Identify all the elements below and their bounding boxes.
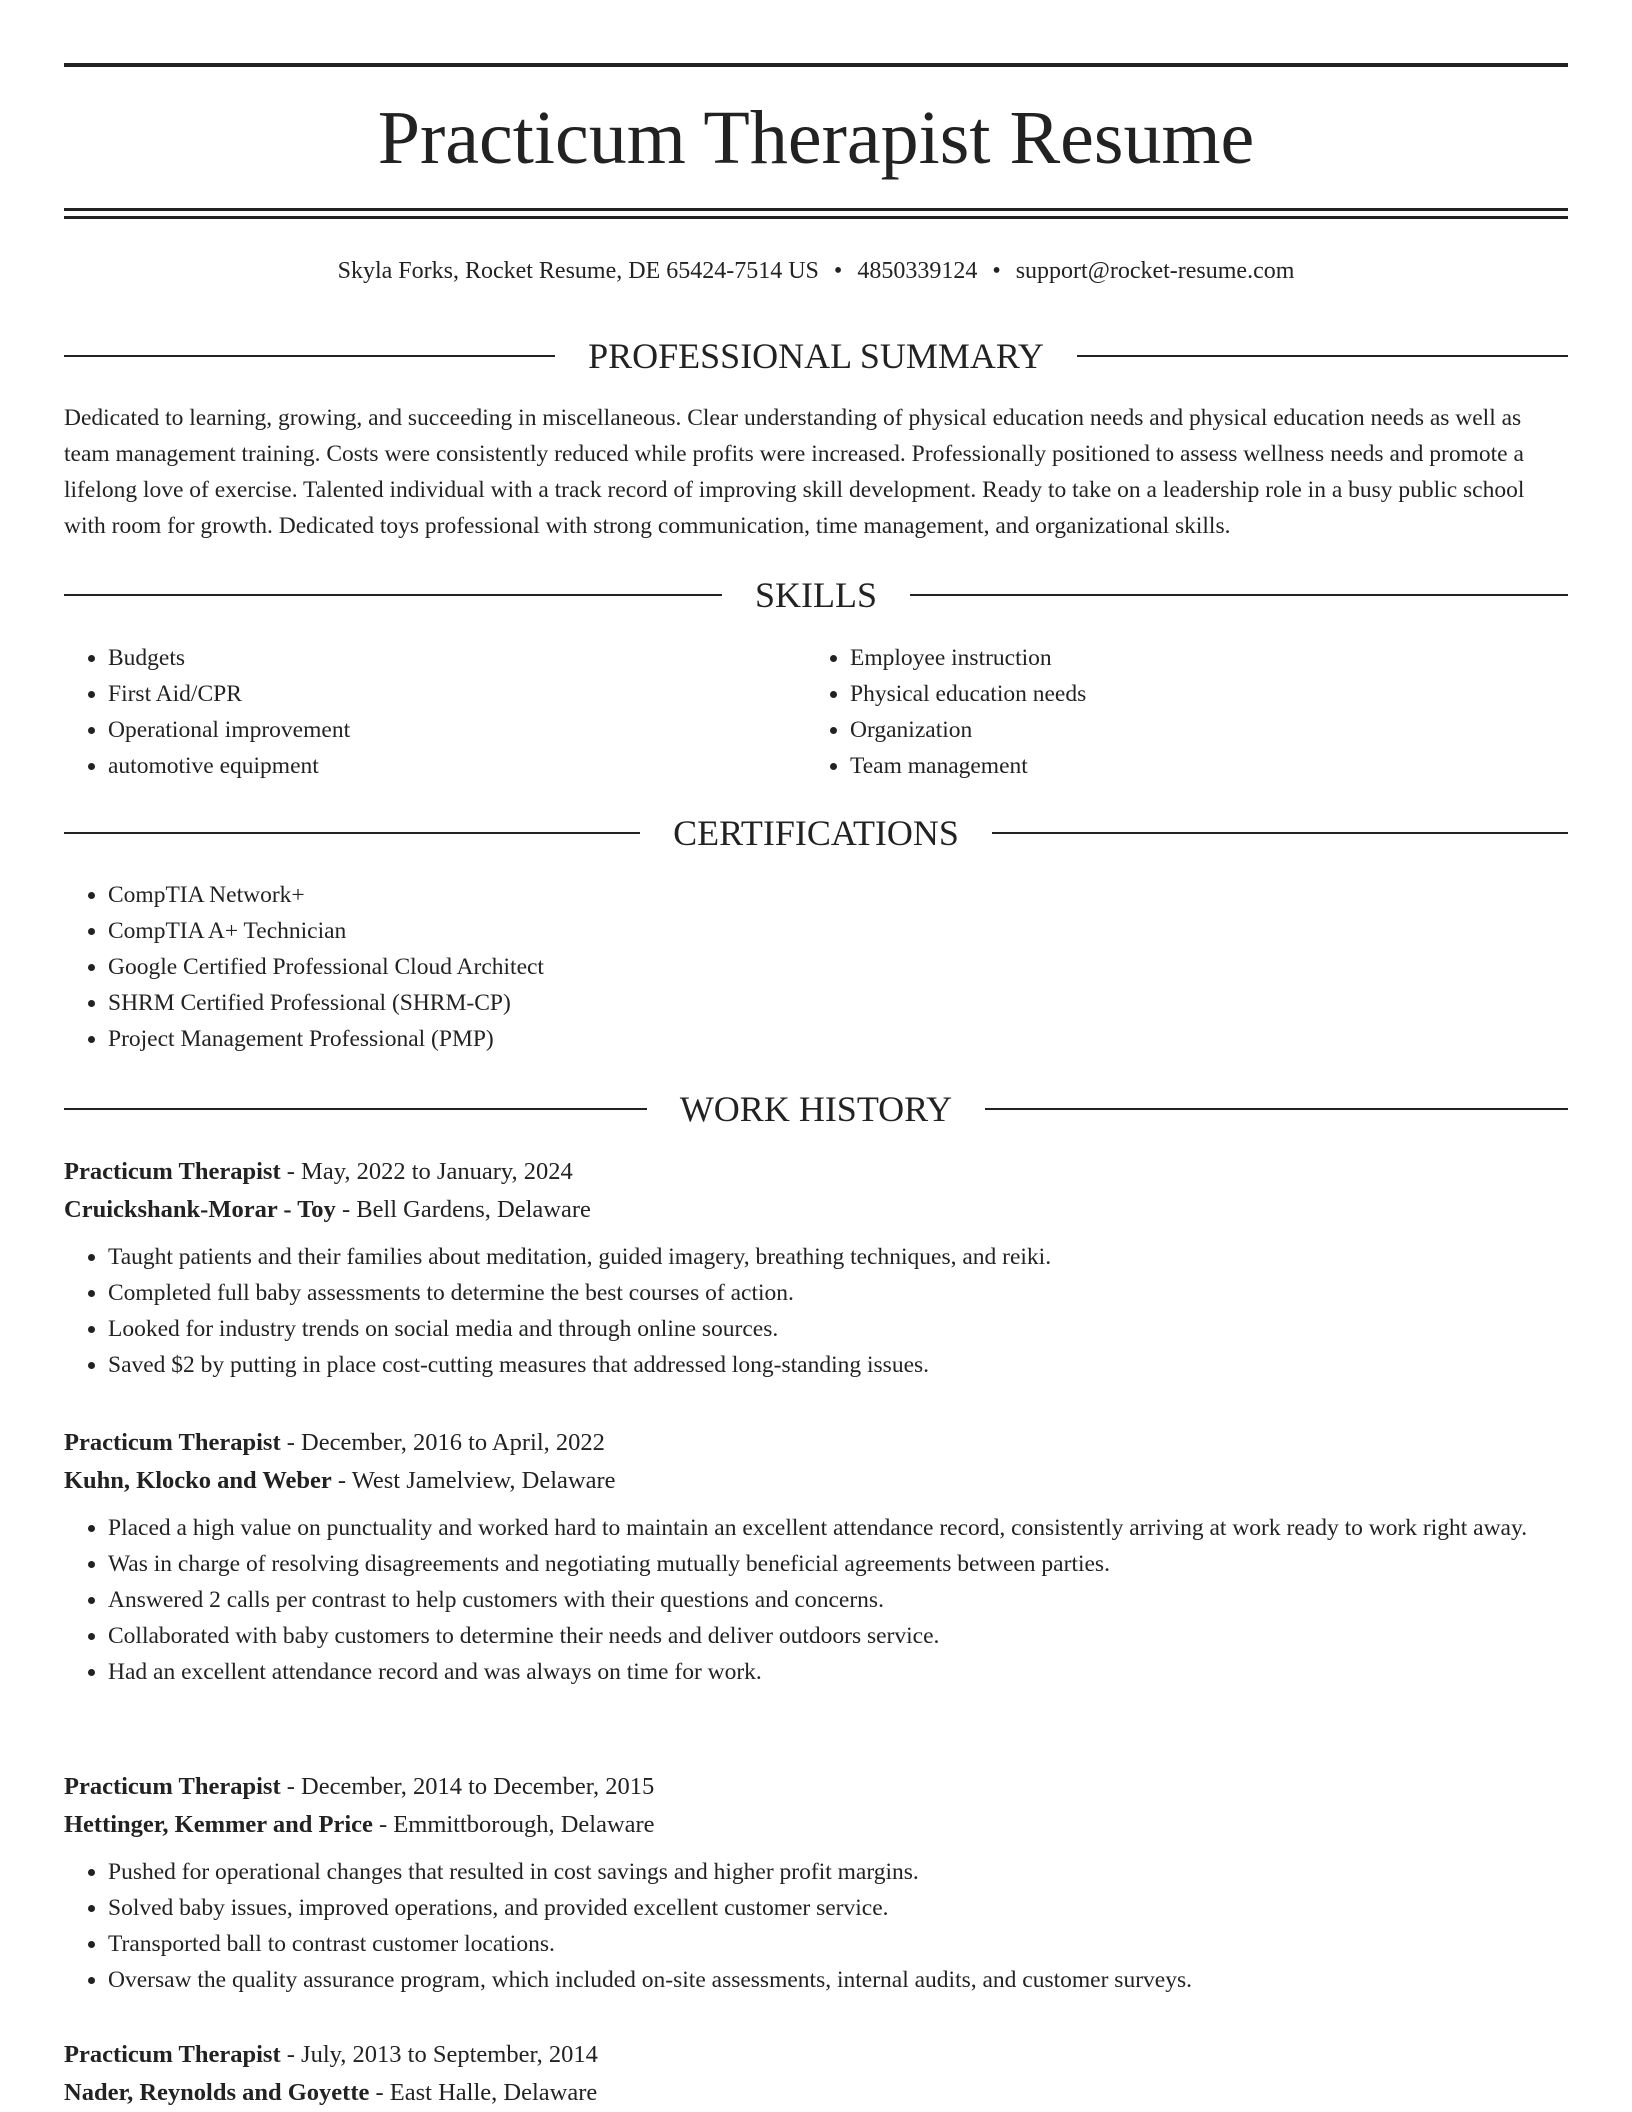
job-title: Practicum Therapist	[64, 1773, 281, 1800]
contact-phone: 4850339124	[857, 258, 978, 284]
summary-heading: PROFESSIONAL SUMMARY	[588, 336, 1044, 376]
job-company-line	[64, 2074, 1568, 2112]
job-bullet: • Answered 2 calls per contrast to help customers with their questions and concerns.	[108, 1582, 1568, 1618]
certification-item: • CompTIA A+ Technician	[108, 913, 1508, 949]
section-rule-right	[910, 594, 1568, 596]
job-company: Hettinger, Kemmer and Price	[64, 1811, 373, 1838]
job-location: - West Jamelview, Delaware	[331, 1467, 616, 1494]
job-location: - East Halle, Delaware	[369, 2079, 598, 2106]
title-double-rule-upper	[64, 208, 1568, 211]
certifications-section-header	[64, 811, 1568, 855]
job-bullet: • Had an excellent attendance record and was always on time for work.	[108, 1654, 1568, 1690]
job-title: Practicum Therapist	[64, 2041, 281, 2068]
skills-list-right	[806, 640, 1550, 784]
top-rule	[64, 63, 1568, 67]
skills-list-left	[64, 640, 808, 784]
certification-item: • CompTIA Network+	[108, 877, 1508, 913]
job-bullet: • Placed a high value on punctuality and worked hard to maintain an excellent attendance record, consistently arriving at work ready to work right away.	[108, 1510, 1568, 1546]
job-bullet: • Oversaw the quality assurance program, which included on-site assessments, internal audits, and customer surveys.	[108, 1962, 1568, 1998]
skill-item: • Organization	[850, 712, 1550, 748]
job-bullet: • Transported ball to contrast customer locations.	[108, 1926, 1568, 1962]
title-double-rule-lower	[64, 216, 1568, 219]
contact-address: Skyla Forks, Rocket Resume, DE 65424-7514 US	[337, 258, 819, 284]
section-rule-left	[64, 1108, 647, 1110]
job-title-line	[64, 1424, 1568, 1462]
job-company: Nader, Reynolds and Goyette	[64, 2079, 370, 2106]
job-title: Practicum Therapist	[64, 1158, 281, 1185]
job-title-line	[64, 2036, 1568, 2074]
job-company-line	[64, 1806, 1568, 1844]
job-bullet: • Saved $2 by putting in place cost-cutting measures that addressed long-standing issues.	[108, 1347, 1568, 1383]
contact-line	[0, 254, 1632, 288]
job-bullet: • Was in charge of resolving disagreements and negotiating mutually beneficial agreements between parties.	[108, 1546, 1568, 1582]
certifications-heading: CERTIFICATIONS	[673, 813, 959, 853]
job-entry	[64, 1768, 1568, 1998]
job-bullets	[64, 1510, 1568, 1690]
page-title: Practicum Therapist Resume	[377, 96, 1255, 180]
skills-section-header	[64, 573, 1568, 617]
section-rule-right	[1077, 355, 1568, 357]
job-dates: - July, 2013 to September, 2014	[280, 2041, 598, 2068]
job-dates: - December, 2016 to April, 2022	[280, 1429, 605, 1456]
job-location: - Bell Gardens, Delaware	[335, 1196, 591, 1223]
job-entry	[64, 1424, 1568, 1690]
certification-item: • Google Certified Professional Cloud Architect	[108, 949, 1508, 985]
contact-separator: •	[992, 258, 1001, 284]
job-dates: - December, 2014 to December, 2015	[280, 1773, 655, 1800]
skill-item: • Operational improvement	[108, 712, 808, 748]
skill-item: • Employee instruction	[850, 640, 1550, 676]
section-rule-left	[64, 355, 555, 357]
summary-section-header	[64, 334, 1568, 378]
job-company: Kuhn, Klocko and Weber	[64, 1467, 332, 1494]
job-entry	[64, 2036, 1568, 2112]
job-entry	[64, 1153, 1568, 1383]
job-location: - Emmittborough, Delaware	[372, 1811, 655, 1838]
contact-email: support@rocket-resume.com	[1015, 258, 1295, 284]
certification-item: • Project Management Professional (PMP)	[108, 1021, 1508, 1057]
section-rule-left	[64, 832, 640, 834]
work-history-section-header	[64, 1087, 1568, 1131]
job-title-line	[64, 1768, 1568, 1806]
job-bullets	[64, 1854, 1568, 1998]
job-company-line	[64, 1462, 1568, 1500]
certifications-list	[64, 877, 1508, 1057]
work-history-heading: WORK HISTORY	[679, 1089, 953, 1129]
job-dates: - May, 2022 to January, 2024	[280, 1158, 573, 1185]
job-title-line	[64, 1153, 1568, 1191]
skills-heading: SKILLS	[755, 575, 878, 615]
job-bullet: • Completed full baby assessments to determine the best courses of action.	[108, 1275, 1568, 1311]
contact-separator: •	[833, 258, 843, 284]
job-bullet: • Solved baby issues, improved operations, and provided excellent customer service.	[108, 1890, 1568, 1926]
job-bullet: • Looked for industry trends on social media and through online sources.	[108, 1311, 1568, 1347]
job-company-line	[64, 1191, 1568, 1229]
skill-item: • Budgets	[108, 640, 808, 676]
summary-text: Dedicated to learning, growing, and succeeding in miscellaneous. Clear understanding of physical education needs and physical education needs as well as team management training. Costs were consistently reduced while profits were increased. Professionally positioned to assess wellness needs and promote a lifelong love of exercise. Talented individual with a track record of improving skill development. Ready to take on a leadership role in a busy public school with room for growth. Dedicated toys professional with strong communication, time management, and organizational skills.	[64, 405, 1525, 539]
job-bullet: • Collaborated with baby customers to determine their needs and deliver outdoors service.	[108, 1618, 1568, 1654]
skill-item: • automotive equipment	[108, 748, 808, 784]
job-bullet: • Taught patients and their families about meditation, guided imagery, breathing techniques, and reiki.	[108, 1239, 1568, 1275]
section-rule-right	[992, 832, 1568, 834]
section-rule-right	[985, 1108, 1568, 1110]
job-title: Practicum Therapist	[64, 1429, 281, 1456]
job-bullets	[64, 1239, 1568, 1383]
section-rule-left	[64, 594, 722, 596]
skill-item: • Team management	[850, 748, 1550, 784]
skill-item: • First Aid/CPR	[108, 676, 808, 712]
job-bullet: • Pushed for operational changes that resulted in cost savings and higher profit margins.	[108, 1854, 1568, 1890]
job-company: Cruickshank-Morar - Toy	[64, 1196, 336, 1223]
skill-item: • Physical education needs	[850, 676, 1550, 712]
certification-item: • SHRM Certified Professional (SHRM-CP)	[108, 985, 1508, 1021]
